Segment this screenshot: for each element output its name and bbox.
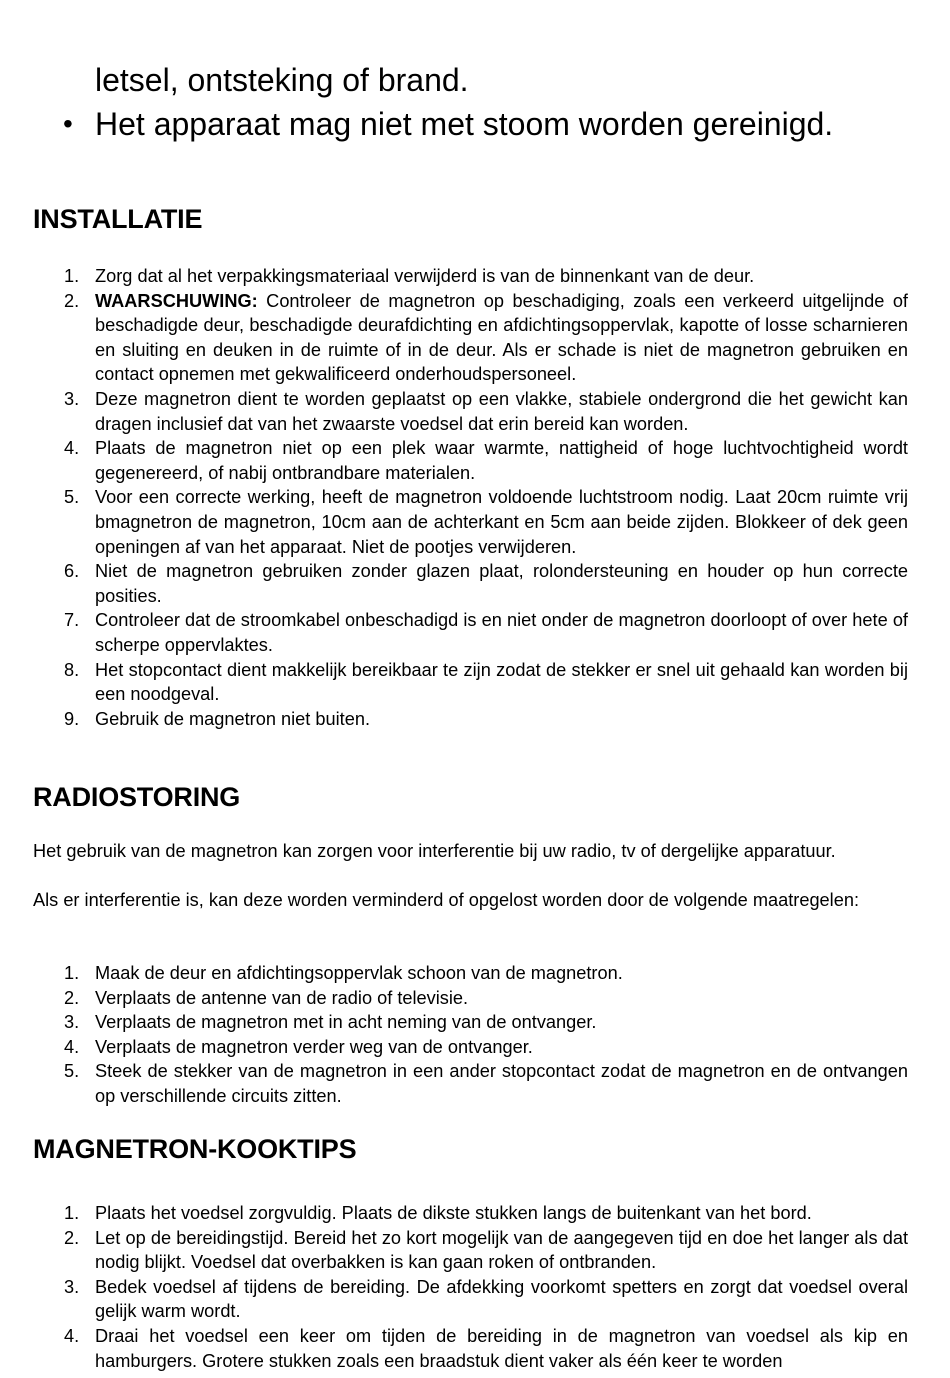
list-number: 5. [64,487,80,508]
list-text: Het stopcontact dient makkelijk bereikbaar te zijn zodat de stekker er snel uit gehaald kan worden bij een noodgeval. [95,659,908,705]
list-item [33,436,908,485]
heading-kooktips: MAGNETRON-KOOKTIPS [33,1134,357,1164]
list-item [33,1035,908,1060]
list-number: 2. [64,987,80,1008]
list-text: Zorg dat al het verpakkingsmateriaal verwijderd is van de binnenkant van de deur. [95,266,755,286]
list-item [33,387,908,436]
list-item [33,1275,908,1324]
list-number: 1. [64,266,80,286]
list-text: Niet de magnetron gebruiken zonder glazen plaat, rolondersteuning en houder op hun correcte posities. [95,561,908,606]
list-number: 7. [64,610,80,631]
list-item [33,608,908,657]
list-text: Deze magnetron dient te worden geplaatst op een vlakke, stabiele ondergrond die het gewicht kan dragen inclusief dat van het zwaarste voedsel dat erin bereid kan worden. [95,388,908,434]
list-item [33,658,908,707]
list-text: Verplaats de magnetron met in acht neming van de ontvanger. [95,1012,597,1033]
radiostoring-paragraph-1: Het gebruik van de magnetron kan zorgen voor interferentie bij uw radio, tv of dergelijke apparatuur. [33,841,836,861]
list-text: Let op de bereidingstijd. Bereid het zo kort mogelijk van de aangegeven tijd en doe het langer als dat nodig blijkt. Voedsel dat overbakken is kan gaan roken of ontbranden. [95,1227,908,1273]
radiostoring-paragraph-2: Als er interferentie is, kan deze worden verminderd of opgelost worden door de volgende maatregelen: [33,890,859,910]
list-text: Voor een correcte werking, heeft de magnetron voldoende luchtstroom nodig. Laat 20cm ruimte vrij bmagnetron de magnetron, 10cm aan de achterkant en 5cm aan beide zijden. Blokkeer of dek geen openingen af van het apparaat. Niet de pootjes verwijderen. [95,487,908,557]
radiostoring-list [33,961,908,1109]
heading-radiostoring: RADIOSTORING [33,782,241,812]
list-text: Draai het voedsel een keer om tijden de bereiding in de magnetron van voedsel als kip en hamburgers. Grotere stukken zoals een braadstuk dient vaker als één keer te worden [95,1325,908,1371]
list-number: 3. [64,1012,80,1033]
list-item [33,289,908,387]
list-text: Verplaats de magnetron verder weg van de ontvanger. [95,1036,533,1057]
bullet-item [33,102,913,146]
list-text: Steek de stekker van de magnetron in een ander stopcontact zodat de magnetron en de ontvangen op verschillende circuits zitten. [95,1061,908,1106]
bullet-icon: • [63,108,73,139]
kooktips-list [33,1201,908,1373]
list-item [33,1201,908,1226]
list-item [33,264,908,289]
list-item [33,1226,908,1275]
list-number: 3. [64,1276,80,1297]
list-number: 6. [64,561,80,582]
list-text: Gebruik de magnetron niet buiten. [95,708,371,729]
list-item [33,1010,908,1035]
heading-installatie: INSTALLATIE [33,204,203,234]
list-item [33,559,908,608]
list-item [33,1324,908,1373]
list-number: 4. [64,1036,80,1057]
list-text: Controleer dat de stroomkabel onbeschadigd is en niet onder de magnetron doorloopt of over hete of scherpe oppervlaktes. [95,610,908,655]
list-item [33,1059,908,1108]
list-number: 5. [64,1061,80,1082]
list-item [33,485,908,559]
list-number: 2. [64,1227,80,1248]
top-block [33,58,913,146]
list-text: Bedek voedsel af tijdens de bereiding. De afdekking voorkomt spetters en zorgt dat voedsel overal gelijk warm wordt. [95,1276,908,1322]
list-item [33,961,908,986]
list-text: Plaats het voedsel zorgvuldig. Plaats de dikste stukken langs de buitenkant van het bord. [95,1203,812,1223]
list-text: Maak de deur en afdichtingsoppervlak schoon van de magnetron. [95,963,623,983]
list-number: 1. [64,963,80,983]
list-number: 2. [64,290,80,311]
list-number: 3. [64,388,80,409]
installatie-list [33,264,908,731]
list-number: 4. [64,1325,80,1346]
list-item [33,707,908,732]
continuation-text: letsel, ontsteking of brand. [95,62,469,98]
warning-label: WAARSCHUWING: [95,290,258,311]
list-text: Verplaats de antenne van de radio of televisie. [95,987,469,1008]
list-number: 8. [64,659,80,680]
list-number: 1. [64,1203,80,1223]
list-item [33,986,908,1011]
list-number: 9. [64,708,80,729]
list-text: Controleer de magnetron op beschadiging, zoals een verkeerd uitgelijnde of beschadigde deur, beschadigde deurafdichting en afdichtingsoppervlak, kapotte of losse scharnieren en sluiting en deuken in de ruimte of in de deur. Als er schade is niet de magnetron gebruiken en contact opnemen met gekwalificeerd onderhoudspersoneel. [95,290,908,385]
list-text: Plaats de magnetron niet op een plek waar warmte, nattigheid of hoge luchtvochtigheid wordt gegenereerd, of nabij ontbrandbare materialen. [95,438,908,483]
bullet-text: Het apparaat mag niet met stoom worden gereinigd. [95,106,834,142]
list-number: 4. [64,438,80,459]
